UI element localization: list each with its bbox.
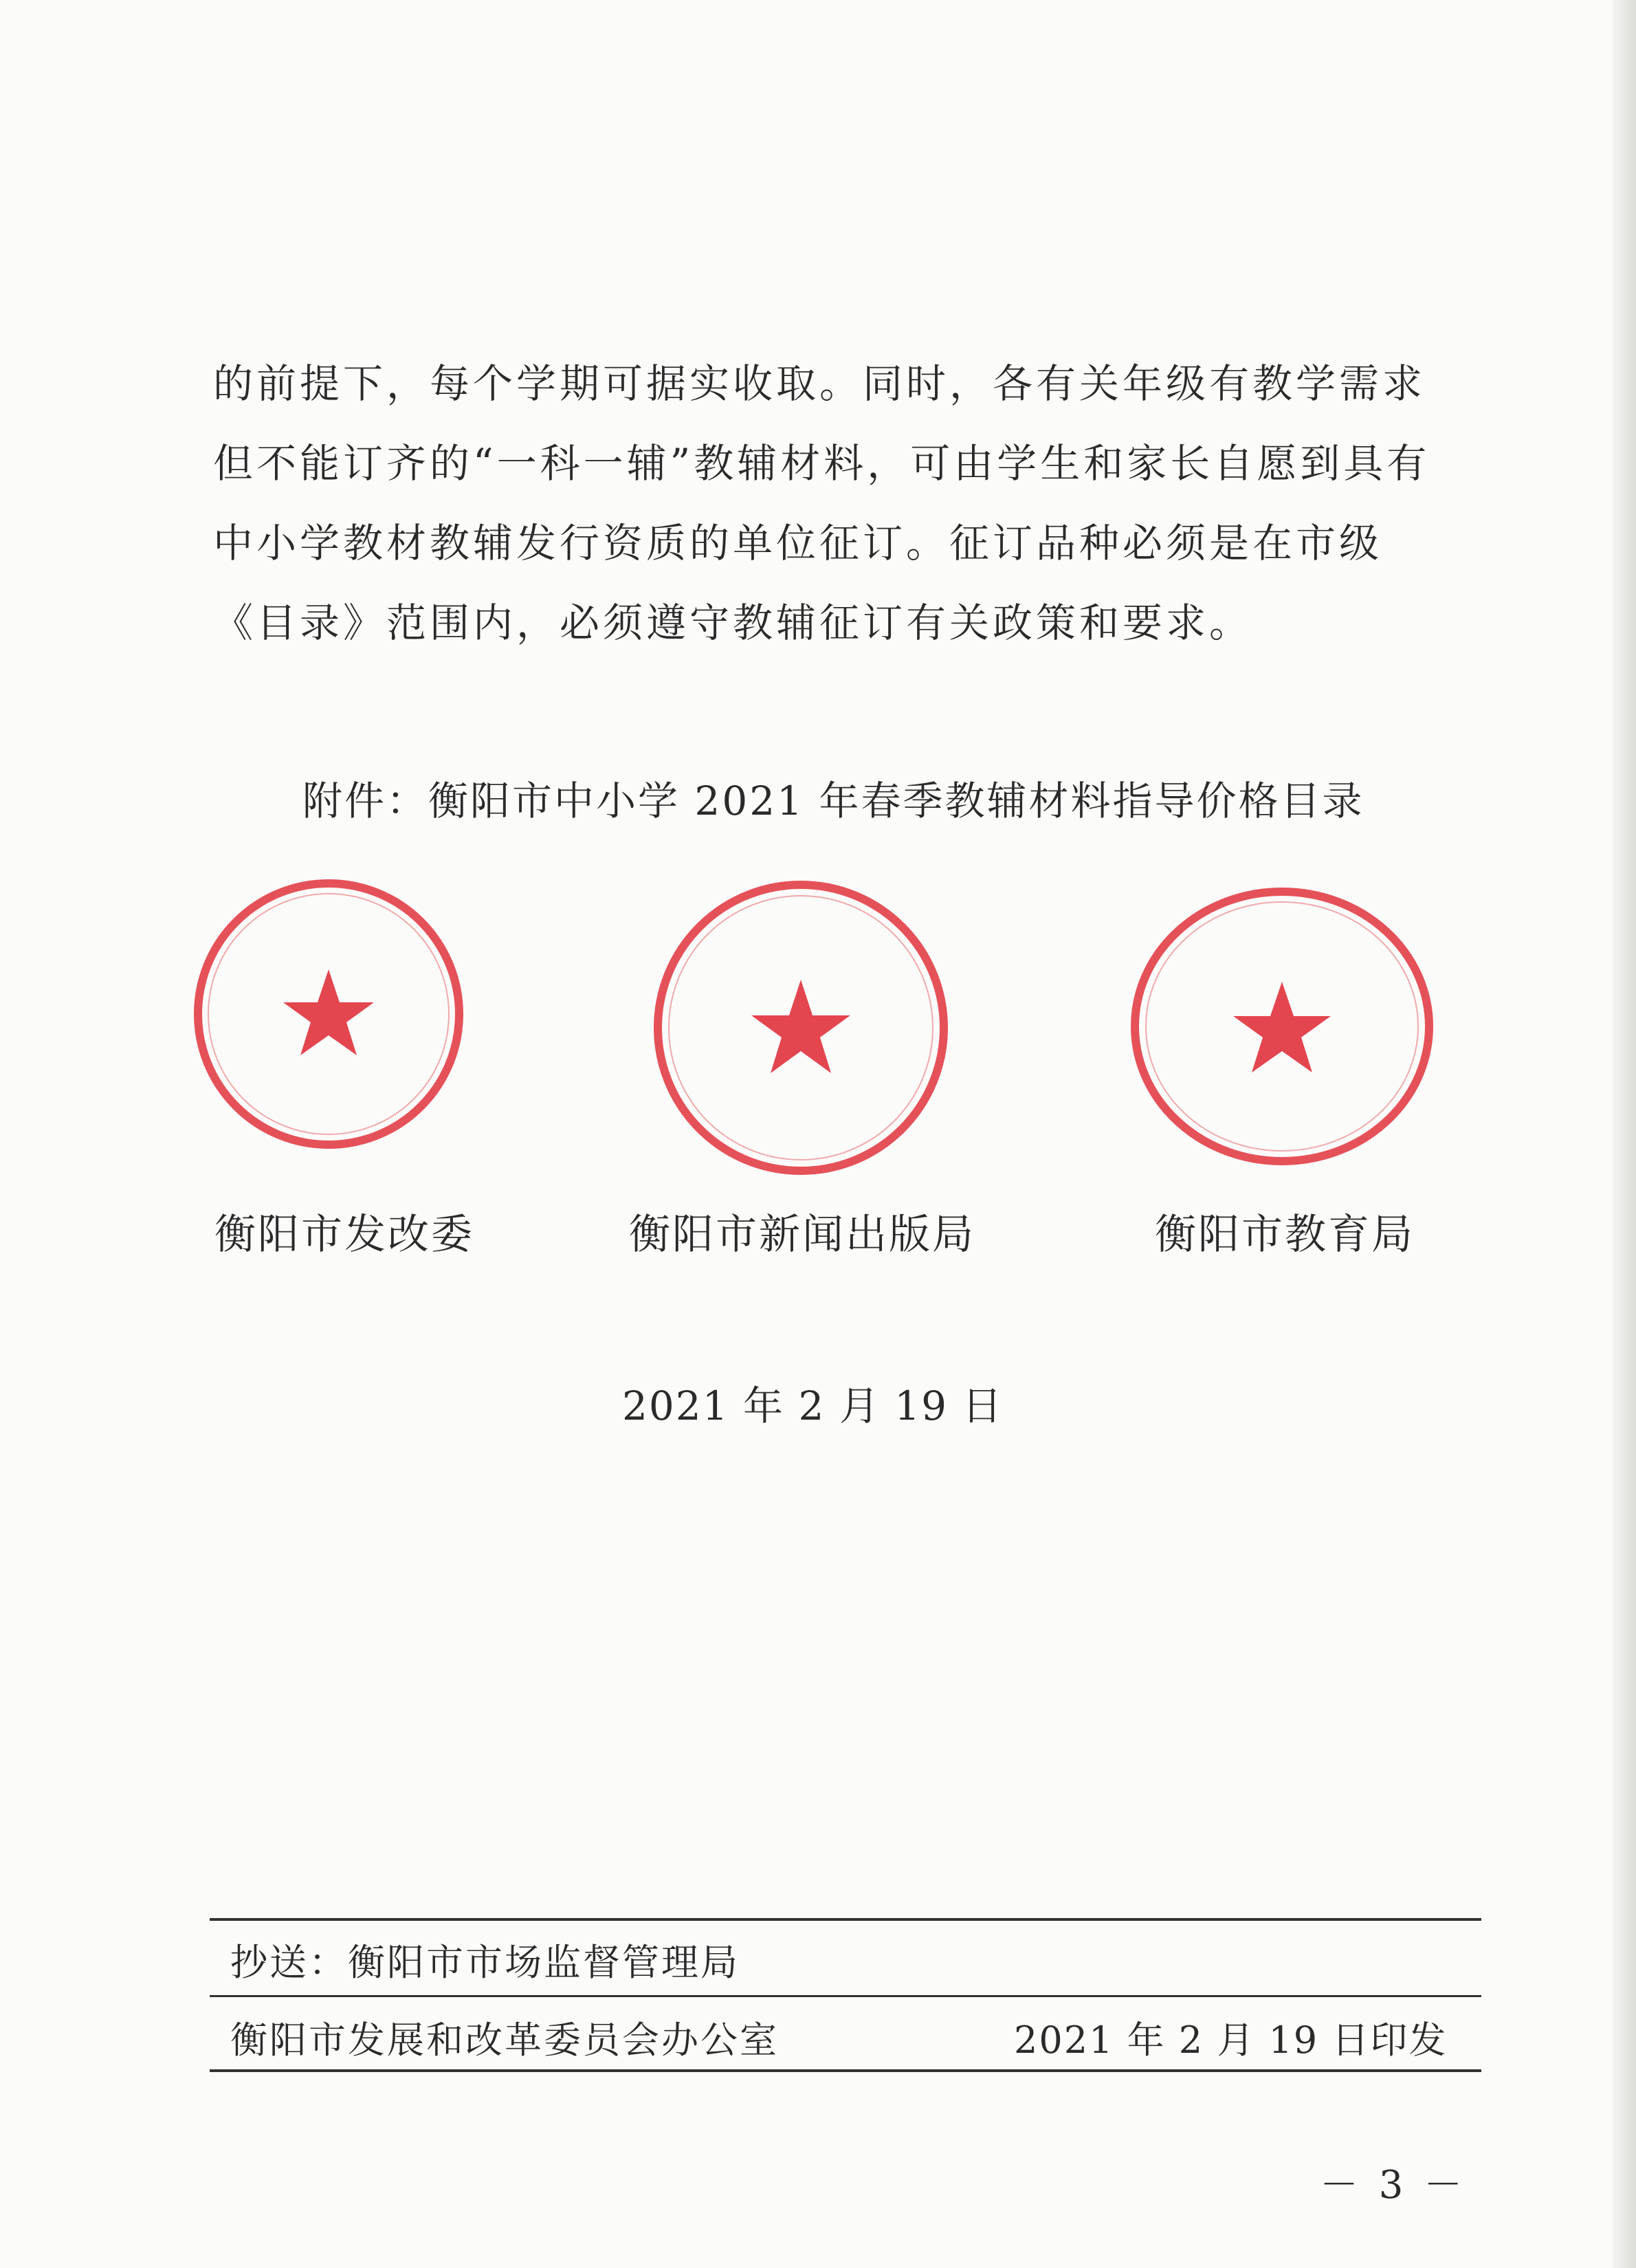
issue-date: 2021 年 2 月 19 日印发 [1014,2018,1448,2062]
cc-line: 抄送：衡阳市市场监督管理局 [230,1941,740,1984]
page-number: － 3 － [1320,2163,1467,2208]
footer-rule-top [210,1918,1481,1921]
footer-rule-middle [210,1995,1481,1997]
body-line: 但不能订齐的“一科一辅”教辅材料，可由学生和家长自愿到具有 [213,440,1430,487]
seal-drc [191,877,466,1152]
body-paragraph [213,344,1430,663]
body-line: 的前提下，每个学期可据实收取。同时，各有关年级有教学需求 [213,360,1426,407]
document-date: 2021 年 2 月 19 日 [622,1383,1004,1429]
signatory-press-bureau: 衡阳市新闻出版局 [629,1211,975,1259]
scan-edge-shadow [1613,0,1636,2268]
signatory-drc: 衡阳市发改委 [214,1211,474,1259]
footer-rule-bottom [210,2069,1481,2072]
seal-press-bureau [650,877,952,1179]
signatory-education-bureau: 衡阳市教育局 [1155,1211,1415,1259]
body-line: 《目录》范围内，必须遵守教辅征订有关政策和要求。 [213,599,1253,646]
body-line: 中小学教材教辅发行资质的单位征订。征订品种必须是在市级 [213,520,1383,566]
seal-education-bureau [1127,885,1437,1167]
issuing-office: 衡阳市发展和改革委员会办公室 [230,2018,779,2062]
attachment-line: 附件：衡阳市中小学 2021 年春季教辅材料指导价格目录 [302,778,1364,824]
